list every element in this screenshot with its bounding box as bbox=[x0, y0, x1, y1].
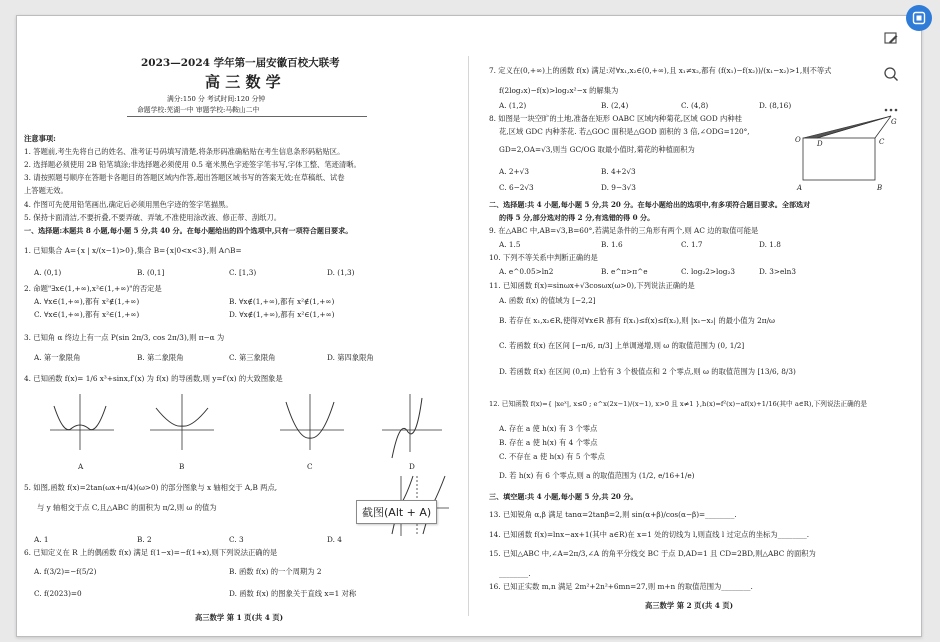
q4-label-c: C bbox=[307, 462, 313, 471]
question-5-line2: 与 y 轴相交于点 C,且△ABC 的面积为 π/2,则 ω 的值为 bbox=[37, 503, 217, 512]
section3-heading: 三、填空题:共 4 小题,每小题 5 分,共 20 分。 bbox=[489, 492, 638, 501]
more-tool-button[interactable] bbox=[879, 98, 903, 122]
question-1: 1. 已知集合 A={x | x/(x−1)>0},集合 B={x|0<x<3},则 A∩B= bbox=[24, 246, 242, 255]
q12-option-d: D. 若 h(x) 有 6 个零点,则 a 的取值范围为 (1/2, e/16+1/e) bbox=[499, 471, 695, 480]
q6-option-d: D. 函数 f(x) 的图象关于直线 x=1 对称 bbox=[229, 589, 357, 598]
q8-option-d: D. 9−3√3 bbox=[601, 183, 636, 192]
q11-option-c: C. 若函数 f(x) 在区间 [−π/6, π/3] 上单调递增,则 ω 的取值范围为 (0, 1/2] bbox=[499, 341, 745, 350]
question-4: 4. 已知函数 f(x)= 1/6 x³+sinx,f′(x) 为 f(x) 的导函数,则 y=f′(x) 的大致图象是 bbox=[24, 374, 283, 383]
q11-option-b: B. 若存在 x₁,x₂∈R,使得对∀x∈R 都有 f(x₁)≤f(x)≤f(x₂),则 |x₁−x₂| 的最小值为 2π/ω bbox=[499, 316, 775, 325]
capture-icon bbox=[912, 11, 926, 25]
q3-option-c: C. 第三象限角 bbox=[229, 353, 276, 362]
more-icon bbox=[883, 102, 899, 118]
question-8-line3: GD=2,OA=√3,则当 GC/OG 取最小值时,菊花的种植面积为 bbox=[499, 145, 695, 154]
q2-option-b: B. ∀x∉(1,+∞),都有 x²∉(1,+∞) bbox=[229, 297, 335, 306]
note-item: 5. 保持卡面清洁,不要折叠,不要弄破、弄皱,不准使用涂改液、修正带、刮纸刀。 bbox=[24, 213, 282, 222]
q2-option-d: D. ∀x∉(1,+∞),都有 x²∈(1,+∞) bbox=[229, 310, 335, 319]
q8-label-a: A bbox=[797, 184, 803, 192]
section2-heading-cont: 的得 5 分,部分选对的得 2 分,有选错的得 0 分。 bbox=[499, 213, 655, 222]
q6-option-c: C. f(2023)=0 bbox=[34, 589, 82, 598]
q11-option-d: D. 若函数 f(x) 在区间 (0,π) 上恰有 3 个极值点和 2 个零点,则 ω 的取值范围为 [13/6, 8/3) bbox=[499, 367, 796, 376]
q9-option-b: B. 1.6 bbox=[601, 240, 623, 249]
question-15-blank: ________. bbox=[499, 569, 531, 578]
q5-option-c: C. 3 bbox=[229, 535, 244, 544]
question-8-line1: 8. 如图是一块空旷的土地,准备在矩形 OABC 区域内种菊花,区域 GOD 内种桂 bbox=[489, 114, 742, 123]
q6-option-a: A. f(3/2)=−f(5/2) bbox=[34, 567, 97, 576]
q8-rect-oabc bbox=[803, 138, 875, 180]
edit-icon bbox=[883, 30, 899, 46]
q12-option-c: C. 不存在 a 使 h(x) 有 5 个零点 bbox=[499, 452, 605, 461]
note-item: 2. 选择题必须使用 2B 铅笔填涂;非选择题必须使用 0.5 毫米黑色字迹签字笔书写,字体工整、笔迹清晰。 bbox=[24, 160, 361, 169]
q7-option-a: A. (1,2) bbox=[499, 101, 527, 110]
q4-label-b: B bbox=[179, 462, 185, 471]
q11-option-a: A. 函数 f(x) 的值域为 [−2,2] bbox=[499, 296, 596, 305]
q4-label-d: D bbox=[409, 462, 415, 471]
question-2: 2. 命题"∃x∈(1,+∞),x²∈(1,+∞)"的否定是 bbox=[24, 284, 162, 293]
q2-option-c: C. ∀x∈(1,+∞),都有 x²∈(1,+∞) bbox=[34, 310, 140, 319]
q4-label-a: A bbox=[78, 462, 84, 471]
q5-option-b: B. 2 bbox=[137, 535, 152, 544]
q2-option-a: A. ∀x∈(1,+∞),都有 x²∉(1,+∞) bbox=[34, 297, 140, 306]
score-time: 满分:150 分 考试时间:120 分钟 bbox=[167, 95, 266, 103]
section2-heading: 二、选择题:共 4 小题,每小题 5 分,共 20 分。在每小题给出的选项中,有多项符合题目要求。全部选对 bbox=[489, 200, 811, 209]
q7-option-b: B. (2,4) bbox=[601, 101, 629, 110]
q8-figure bbox=[795, 110, 895, 192]
q5-option-a: A. 1 bbox=[34, 535, 49, 544]
edit-tool-button[interactable] bbox=[879, 26, 903, 50]
q8-option-c: C. 6−2√3 bbox=[499, 183, 534, 192]
note-item: 3. 请按照题号顺序在答题卡各题目的答题区域内作答,超出答题区域书写的答案无效;在草稿纸、试卷 bbox=[24, 173, 345, 182]
q3-option-a: A. 第一象限角 bbox=[34, 353, 81, 362]
q8-label-b: B bbox=[877, 184, 883, 192]
question-7-line1: 7. 定义在(0,+∞)上的函数 f(x) 满足:对∀x₁,x₂∈(0,+∞),且 x₁≠x₂,都有 (f(x₁)−f(x₂))/(x₁−x₂)>1,则不等式 bbox=[489, 66, 832, 75]
q7-option-c: C. (4,8) bbox=[681, 101, 709, 110]
section1-heading: 一、选择题:本题共 8 小题,每小题 5 分,共 40 分。在每小题给出的四个选项中,只有一项符合题目要求。 bbox=[24, 226, 353, 235]
q8-option-a: A. 2+√3 bbox=[499, 167, 529, 176]
q8-option-b: B. 4+2√3 bbox=[601, 167, 636, 176]
screenshot-capture-button[interactable] bbox=[906, 5, 932, 31]
q12-option-b: B. 存在 a 使 h(x) 有 4 个零点 bbox=[499, 438, 598, 447]
question-10: 10. 下列不等关系中判断正确的是 bbox=[489, 253, 598, 262]
q1-option-d: D. (1,3) bbox=[327, 268, 355, 277]
exam-page bbox=[16, 15, 922, 637]
search-tool-button[interactable] bbox=[879, 62, 903, 86]
subject-title: 高 三 数 学 bbox=[205, 73, 281, 91]
q8-label-o: O bbox=[795, 136, 801, 144]
note-item: 4. 作图可先使用铅笔画出,确定后必须用黑色字迹的签字笔描黑。 bbox=[24, 200, 233, 209]
screenshot-tooltip: 截图(Alt + A) bbox=[356, 500, 437, 524]
question-7-line2: f(2log₂x)−f(x)>log₂x²−x 的解集为 bbox=[499, 86, 619, 95]
page-footer-1: 高三数学 第 1 页(共 4 页) bbox=[195, 613, 284, 622]
notes-heading: 注意事项: bbox=[24, 134, 56, 143]
question-9: 9. 在△ABC 中,AB=√3,B=60°,若满足条件的三角形有两个,则 AC 边的取值可能是 bbox=[489, 226, 759, 235]
q1-option-a: A. (0,1) bbox=[34, 268, 62, 277]
q3-option-b: B. 第二象限角 bbox=[137, 353, 184, 362]
title-rule bbox=[127, 116, 367, 117]
q5-option-d: D. 4 bbox=[327, 535, 342, 544]
q6-option-b: B. 函数 f(x) 的一个周期为 2 bbox=[229, 567, 322, 576]
q1-option-c: C. [1,3) bbox=[229, 268, 257, 277]
q4-graphs bbox=[42, 388, 442, 460]
q7-option-d: D. (8,16) bbox=[759, 101, 792, 110]
q10-option-c: C. log₂2>log₂3 bbox=[681, 267, 736, 276]
q3-option-d: D. 第四象限角 bbox=[327, 353, 374, 362]
q8-label-g: G bbox=[891, 118, 897, 126]
q10-option-d: D. 3>eln3 bbox=[759, 267, 796, 276]
question-14: 14. 已知函数 f(x)=lnx−ax+1(其中 a∈R)在 x=1 处的切线为 l,则直线 l 过定点的坐标为________. bbox=[489, 530, 810, 539]
question-3: 3. 已知角 α 终边上有一点 P(sin 2π/3, cos 2π/3),则 π−α 为 bbox=[24, 333, 225, 342]
question-8-line2: 花,区域 GDC 内种茶花. 若△GOC 面积是△GOD 面积的 3 倍,∠ODG=120°, bbox=[499, 127, 750, 136]
q10-option-b: B. e^π>π^e bbox=[601, 267, 648, 276]
q8-label-c: C bbox=[879, 138, 885, 146]
q12-option-a: A. 存在 a 使 h(x) 有 3 个零点 bbox=[499, 424, 598, 433]
question-15: 15. 已知△ABC 中,∠A=2π/3,∠A 的角平分线交 BC 于点 D,AD=1 且 CD=2BD,则△ABC 的面积为 bbox=[489, 549, 816, 558]
question-16: 16. 已知正实数 m,n 满足 2m²+2n²+6mn=27,则 m+n 的取值范围为________. bbox=[489, 582, 753, 591]
column-divider bbox=[468, 56, 469, 616]
question-13: 13. 已知锐角 α,β 满足 tanα=2tanβ=2,则 sin(α+β)/cos(α−β)=________. bbox=[489, 510, 737, 519]
proposer-line: 命题学校:芜湖一中 审题学校:马鞍山二中 bbox=[137, 106, 260, 114]
question-11: 11. 已知函数 f(x)=sinωx+√3cosωx(ω>0),下列说法正确的是 bbox=[489, 281, 695, 290]
page-footer-2: 高三数学 第 2 页(共 4 页) bbox=[645, 601, 734, 610]
question-5-line1: 5. 如图,函数 f(x)=2tan(ωx+π/4)(ω>0) 的部分图象与 x 轴相交于 A,B 两点, bbox=[24, 483, 278, 492]
q10-option-a: A. e^0.05>ln2 bbox=[499, 267, 554, 276]
note-item: 1. 答题前,考生先将自己的姓名、准考证号码填写清楚,将条形码准确粘贴在考生信息条形码粘贴区。 bbox=[24, 147, 345, 156]
q9-option-c: C. 1.7 bbox=[681, 240, 703, 249]
q9-option-d: D. 1.8 bbox=[759, 240, 781, 249]
q4-graph-d-curve bbox=[392, 398, 422, 458]
q1-option-b: B. (0,1] bbox=[137, 268, 165, 277]
q8-label-d: D bbox=[817, 140, 823, 148]
exam-title: 2023—2024 学年第一届安徽百校大联考 bbox=[141, 57, 340, 69]
q9-option-a: A. 1.5 bbox=[499, 240, 521, 249]
note-item: 上答题无效。 bbox=[24, 186, 68, 195]
question-6: 6. 已知定义在 R 上的偶函数 f(x) 满足 f(1−x)=−f(1+x),则下列说法正确的是 bbox=[24, 548, 278, 557]
search-icon bbox=[883, 66, 899, 82]
question-12: 12. 已知函数 f(x)={ |xeˣ|, x≤0 ; e^x(2x−1)/(x−1), x>0 且 x≠1 },h(x)=f²(x)−af(x)+1/16(其中 a∈R),下列说法正确的是 bbox=[489, 400, 868, 408]
